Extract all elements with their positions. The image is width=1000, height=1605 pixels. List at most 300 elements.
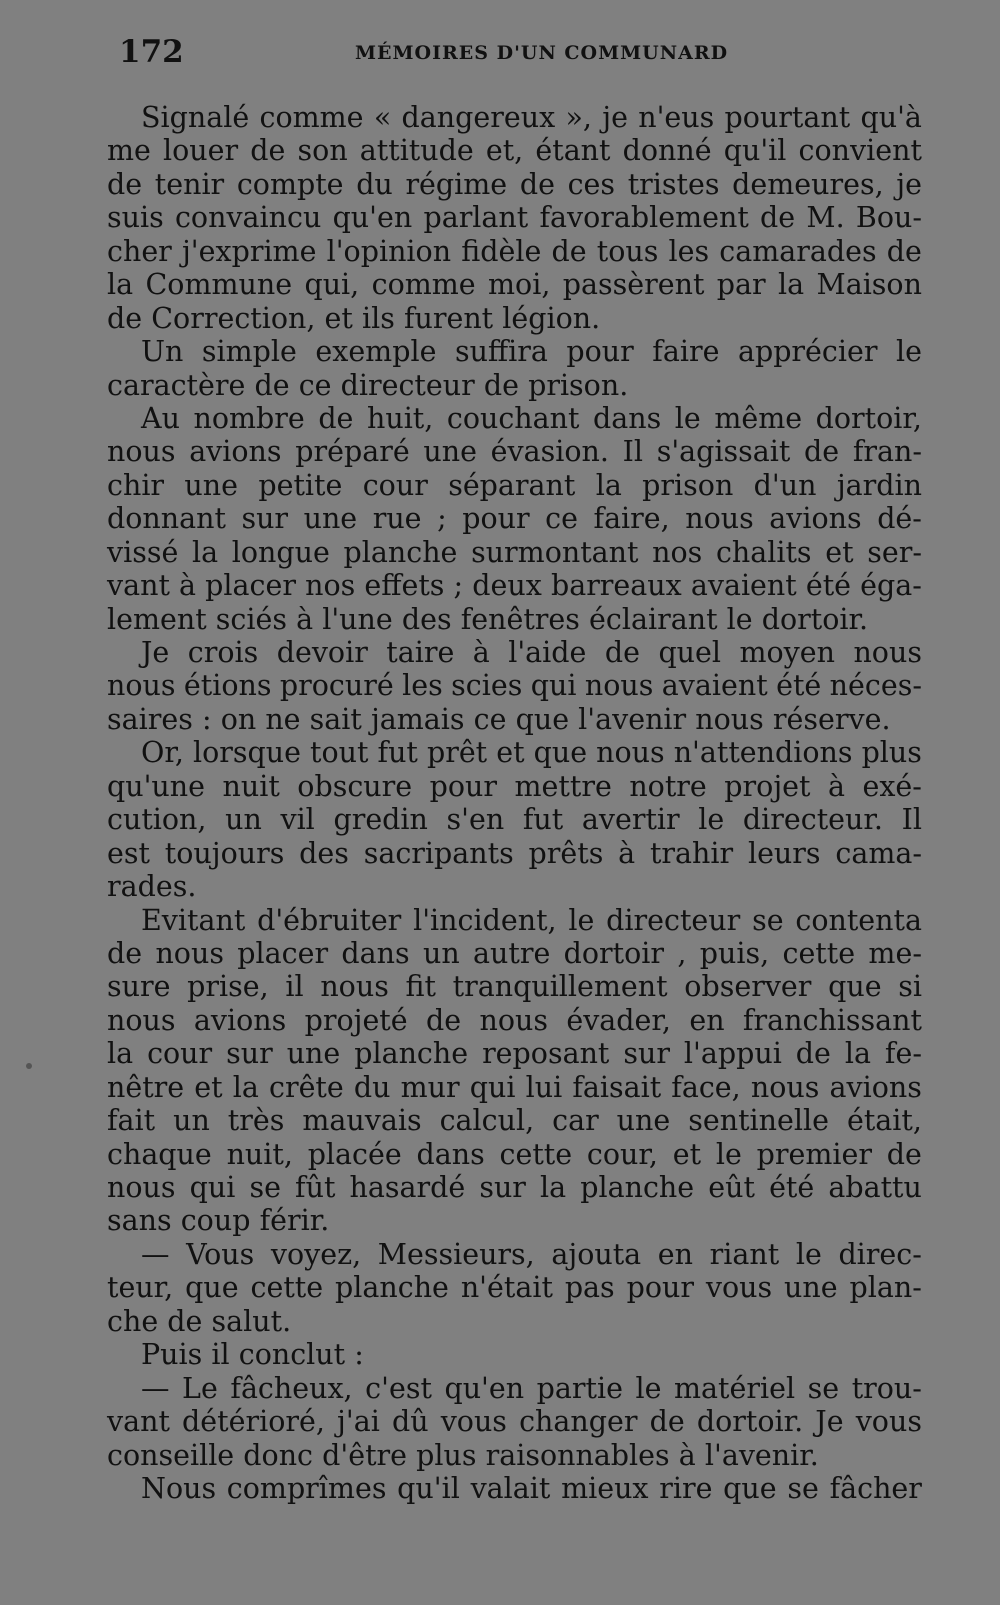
text-line: [107, 1037, 922, 1070]
word: toujours: [164, 836, 285, 870]
word: que: [533, 736, 588, 770]
word: convient: [798, 134, 922, 168]
word: conclut: [238, 1338, 346, 1372]
word: se: [752, 903, 784, 937]
word: petite: [258, 468, 343, 502]
word: dortoir: [563, 936, 665, 970]
text-line: [107, 1338, 922, 1371]
word: rue: [372, 502, 422, 536]
text-line: [107, 536, 922, 569]
word: leurs: [747, 836, 821, 870]
word: nous: [685, 502, 754, 536]
word: si: [898, 970, 922, 1004]
word: été: [805, 569, 852, 603]
word: jamais: [370, 702, 465, 736]
word: de: [760, 201, 796, 235]
word: et: [825, 535, 854, 569]
word: faire: [652, 335, 720, 369]
text-line: [107, 770, 922, 803]
word: nos: [652, 535, 703, 569]
word: ils: [361, 301, 395, 335]
word: à: [472, 636, 490, 669]
word: placer: [205, 569, 296, 603]
word: on: [220, 702, 257, 736]
word: tous: [596, 234, 659, 268]
text-line: [107, 970, 922, 1003]
word: apprécier: [737, 335, 878, 369]
word: teur,: [107, 1271, 174, 1305]
word: valait: [470, 1471, 551, 1505]
word: hasardé: [349, 1171, 466, 1204]
word: dans: [341, 936, 410, 970]
word: dans: [416, 1137, 485, 1171]
text-line: [107, 1439, 922, 1472]
word: reposant: [482, 1037, 610, 1071]
word: l'une: [322, 602, 393, 636]
word: ce: [545, 502, 578, 536]
word: la: [107, 1037, 134, 1071]
word: scies: [451, 669, 523, 703]
word: ;: [453, 569, 464, 603]
word: rire: [659, 1471, 713, 1505]
word: une: [286, 1037, 341, 1071]
word: nous: [320, 970, 389, 1004]
word: partie: [536, 1371, 623, 1405]
word: de: [254, 368, 290, 402]
word: été: [776, 669, 822, 703]
word: parlant: [423, 201, 529, 235]
word: raisonnables: [485, 1438, 670, 1472]
word: évader,: [566, 1003, 671, 1037]
word: Commune: [145, 268, 293, 302]
word: sacripants: [363, 836, 514, 870]
word: le: [726, 602, 753, 636]
word: planche: [343, 535, 458, 569]
word: taire: [386, 636, 455, 669]
text-line: [107, 402, 922, 435]
word: ne: [265, 702, 301, 736]
word: :: [201, 702, 212, 736]
word: de: [795, 1037, 831, 1071]
text-line: [107, 201, 922, 234]
word: coup: [180, 1204, 251, 1238]
word: directeur.: [742, 803, 883, 837]
word: fidèle: [461, 234, 542, 268]
word: trou-: [851, 1371, 922, 1405]
word: cour,: [586, 1137, 658, 1171]
word: pour: [626, 1271, 694, 1305]
word: premier: [756, 1137, 872, 1171]
word: observer: [684, 970, 812, 1004]
word: furent: [403, 301, 494, 335]
word: matériel: [674, 1371, 796, 1405]
word: autre: [473, 936, 551, 970]
text-line: [107, 1138, 922, 1171]
word: Il: [901, 803, 922, 837]
word: une: [784, 1271, 838, 1305]
word: de: [551, 234, 587, 268]
word: fe-: [884, 1037, 922, 1071]
word: »,: [565, 101, 592, 134]
word: est: [107, 836, 150, 870]
text-line: [107, 268, 922, 301]
word: ce: [473, 702, 507, 736]
word: une: [616, 1104, 671, 1138]
word: puis,: [699, 936, 770, 970]
word: la: [107, 268, 134, 302]
word: de: [426, 1003, 462, 1037]
word: crois: [187, 636, 259, 669]
text-line: [107, 1271, 922, 1304]
text-line: [107, 369, 922, 402]
word: une: [303, 502, 358, 536]
word: étions: [183, 669, 272, 703]
word: qui: [530, 669, 577, 703]
word: quel: [658, 636, 722, 669]
word: nos: [305, 569, 356, 603]
word: tristes: [627, 167, 720, 201]
word: sciés: [215, 602, 287, 636]
word: :: [354, 1338, 364, 1372]
word: comme: [259, 101, 364, 134]
word: cette: [499, 1137, 573, 1171]
word: Un: [141, 335, 184, 369]
word: l'aide: [508, 636, 587, 669]
word: fait: [107, 1104, 156, 1138]
word: pour: [429, 769, 498, 803]
word: de: [519, 167, 555, 201]
word: trahir: [649, 836, 734, 870]
word: chalits: [715, 535, 812, 569]
word: convaincu: [174, 201, 322, 235]
word: pas: [564, 1271, 615, 1305]
text-line: [107, 870, 922, 903]
word: fran-: [852, 435, 922, 469]
word: cher: [107, 234, 172, 268]
word: qu'en: [332, 201, 413, 235]
text-line: [107, 904, 922, 937]
word: jardin: [836, 468, 922, 502]
word: Il: [622, 435, 643, 469]
word: il: [285, 970, 304, 1004]
word: à: [618, 836, 636, 870]
word: cama-: [835, 836, 922, 870]
word: me: [107, 134, 151, 168]
word: devoir: [276, 636, 368, 669]
word: nuit: [222, 769, 280, 803]
word: étant: [535, 134, 611, 168]
word: la: [595, 468, 622, 502]
word: ,: [677, 936, 687, 970]
word: mur: [400, 1070, 460, 1104]
text-line: [107, 1238, 922, 1271]
word: qu'il: [397, 1471, 460, 1505]
word: mauvais: [302, 1104, 422, 1138]
word: faire,: [593, 502, 670, 536]
word: des: [401, 602, 452, 636]
word: que: [185, 1271, 239, 1305]
word: caractère: [107, 368, 246, 402]
word: l'avenir.: [704, 1438, 819, 1472]
text-line: [107, 101, 922, 134]
word: un: [225, 803, 262, 837]
word: férir.: [259, 1204, 330, 1238]
word: vant: [107, 569, 170, 603]
word: directeur: [340, 368, 475, 402]
word: sur: [241, 502, 289, 536]
word: dû: [391, 1405, 429, 1439]
word: de: [250, 134, 286, 168]
word: le: [698, 803, 725, 837]
word: lui: [525, 1070, 563, 1104]
word: l'incident,: [413, 903, 557, 937]
word: l'appui: [683, 1037, 782, 1071]
word: sans: [107, 1204, 172, 1238]
word: sentinelle: [688, 1104, 829, 1138]
word: exemple: [315, 335, 437, 369]
word: le: [674, 401, 701, 435]
word: d'ébruiter: [257, 903, 402, 937]
word: comme: [371, 268, 476, 302]
word: nous: [479, 1003, 548, 1037]
word: l'avenir: [578, 702, 687, 736]
word: la: [232, 1070, 259, 1104]
word: était,: [846, 1104, 922, 1138]
word: je: [602, 101, 628, 134]
word: un: [173, 1104, 210, 1138]
word: dangereux: [401, 101, 556, 134]
word: favorablement: [539, 201, 749, 235]
word: la: [192, 535, 219, 569]
word: une: [423, 435, 477, 469]
word: à: [827, 769, 845, 803]
word: riant: [709, 1237, 780, 1271]
word: se: [787, 1471, 819, 1505]
word: même: [714, 401, 803, 435]
word: changer: [519, 1405, 638, 1439]
word: qu'en: [444, 1371, 525, 1405]
word: Vous: [186, 1237, 255, 1271]
word: la: [778, 268, 805, 302]
word: direc-: [838, 1237, 922, 1271]
word: car: [552, 1104, 599, 1138]
word: se: [249, 1171, 281, 1204]
word: conseille: [107, 1438, 235, 1472]
word: Messieurs,: [377, 1237, 535, 1271]
text-line: [107, 1104, 922, 1137]
word: le: [795, 1237, 822, 1271]
word: j'ai: [337, 1405, 380, 1439]
word: pour: [566, 335, 634, 369]
word: M.: [806, 201, 845, 235]
word: cution,: [107, 803, 207, 837]
word: —: [141, 1371, 170, 1405]
text-line: [107, 1372, 922, 1405]
word: huit,: [366, 401, 434, 435]
text-line: [107, 1305, 922, 1338]
word: n'attendions: [673, 736, 853, 770]
word: fit: [405, 970, 436, 1004]
word: régime: [405, 167, 508, 201]
word: dans: [593, 401, 662, 435]
word: cette: [250, 1271, 324, 1305]
text-line: [107, 1204, 922, 1237]
word: prêts: [528, 836, 604, 870]
word: vil: [280, 803, 315, 837]
word: camarades: [719, 234, 877, 268]
text-line: [107, 1004, 922, 1037]
word: de: [107, 936, 143, 970]
word: se: [807, 1371, 840, 1405]
word: «: [373, 101, 392, 134]
page-header: [115, 34, 915, 74]
word: franchissant: [742, 1003, 922, 1037]
word: avaient: [690, 569, 797, 603]
word: surmontant: [471, 535, 639, 569]
word: avions: [769, 502, 862, 536]
word: éclairant: [589, 602, 718, 636]
word: sur: [479, 1171, 526, 1204]
word: simple: [201, 335, 297, 369]
word: évasion.: [490, 435, 609, 469]
word: le: [635, 1371, 662, 1405]
word: mettre: [514, 769, 612, 803]
word: fût: [295, 1171, 336, 1204]
word: à: [678, 1438, 696, 1472]
word: Le: [182, 1371, 218, 1405]
word: les: [402, 669, 443, 703]
word: vous: [705, 1271, 773, 1305]
text-line: [107, 736, 922, 769]
word: dortoir.: [696, 1405, 804, 1439]
word: été: [769, 1171, 815, 1204]
word: un: [422, 936, 460, 970]
word: avions: [193, 1003, 287, 1037]
word: Nous: [141, 1471, 217, 1505]
text-line: [107, 435, 922, 468]
word: suis: [107, 201, 164, 235]
word: de: [804, 435, 840, 469]
word: lement: [107, 602, 207, 636]
word: sur: [623, 1037, 670, 1071]
word: réserve.: [772, 702, 891, 736]
page-number: 172: [119, 34, 184, 70]
word: du: [356, 167, 393, 201]
body-text: [107, 101, 922, 1505]
word: Au: [141, 401, 180, 435]
word: eût: [708, 1171, 755, 1204]
word: qu'il: [723, 134, 787, 168]
word: et: [194, 1070, 223, 1104]
word: ;: [437, 502, 447, 536]
word: vant: [107, 1405, 170, 1439]
word: Correction,: [151, 301, 316, 335]
word: passèrent: [562, 268, 705, 302]
word: Bou-: [855, 201, 922, 235]
word: à: [179, 569, 197, 603]
word: ajouta: [551, 1237, 642, 1271]
word: séparant: [448, 468, 576, 502]
word: vissé: [107, 535, 179, 569]
text-line: [107, 1405, 922, 1438]
word: prison.: [528, 368, 629, 402]
word: longue: [231, 535, 330, 569]
word: une: [184, 468, 238, 502]
text-line: [107, 168, 922, 201]
word: vous: [440, 1405, 507, 1439]
text-line: [107, 669, 922, 702]
word: dortoir,: [815, 401, 922, 435]
word: fut: [377, 736, 418, 770]
word: nous: [584, 669, 654, 703]
text-line: [107, 469, 922, 502]
word: chir: [107, 468, 165, 502]
word: qui: [189, 1171, 236, 1204]
word: compte: [236, 167, 344, 201]
word: préparé: [295, 435, 410, 469]
word: néces-: [829, 669, 922, 703]
word: de: [483, 368, 519, 402]
word: Je: [141, 636, 170, 669]
word: de: [107, 167, 143, 201]
word: moi,: [488, 268, 551, 302]
word: me-: [868, 936, 922, 970]
word: d'être: [322, 1438, 408, 1472]
word: saires: [107, 702, 193, 736]
text-line: [107, 502, 922, 535]
word: salut.: [211, 1304, 292, 1338]
word: Maison: [816, 268, 922, 302]
word: de: [649, 1405, 685, 1439]
word: couchant: [446, 401, 580, 435]
word: prêt: [426, 736, 488, 770]
word: sur: [226, 1037, 273, 1071]
word: procuré: [279, 669, 394, 703]
word: exé-: [862, 769, 922, 803]
word: nous: [155, 936, 224, 970]
text-line: [107, 837, 922, 870]
text-line: [107, 603, 922, 636]
word: avions: [829, 1070, 922, 1104]
word: gredin: [333, 803, 428, 837]
word: obscure: [297, 769, 413, 803]
text-line: [107, 937, 922, 970]
word: qui,: [304, 268, 360, 302]
word: détérioré,: [182, 1405, 325, 1439]
word: voyez,: [270, 1237, 362, 1271]
text-line: [107, 636, 922, 669]
word: de: [107, 301, 143, 335]
word: plus: [861, 736, 922, 770]
word: nêtre: [107, 1070, 185, 1104]
word: planche: [580, 1171, 695, 1204]
word: nous: [853, 636, 922, 669]
word: planche: [354, 1037, 469, 1071]
word: prison: [642, 468, 734, 502]
word: que: [515, 702, 570, 736]
word: ces: [567, 167, 616, 201]
word: tranquillement: [452, 970, 668, 1004]
text-line: [107, 335, 922, 368]
word: de: [604, 636, 640, 669]
word: fenêtres: [460, 602, 580, 636]
word: prise,: [187, 970, 269, 1004]
word: à: [296, 602, 314, 636]
word: j'exprime: [181, 234, 317, 268]
word: légion.: [502, 301, 601, 335]
word: fâcheux,: [230, 1371, 353, 1405]
word: Puis: [141, 1338, 203, 1372]
